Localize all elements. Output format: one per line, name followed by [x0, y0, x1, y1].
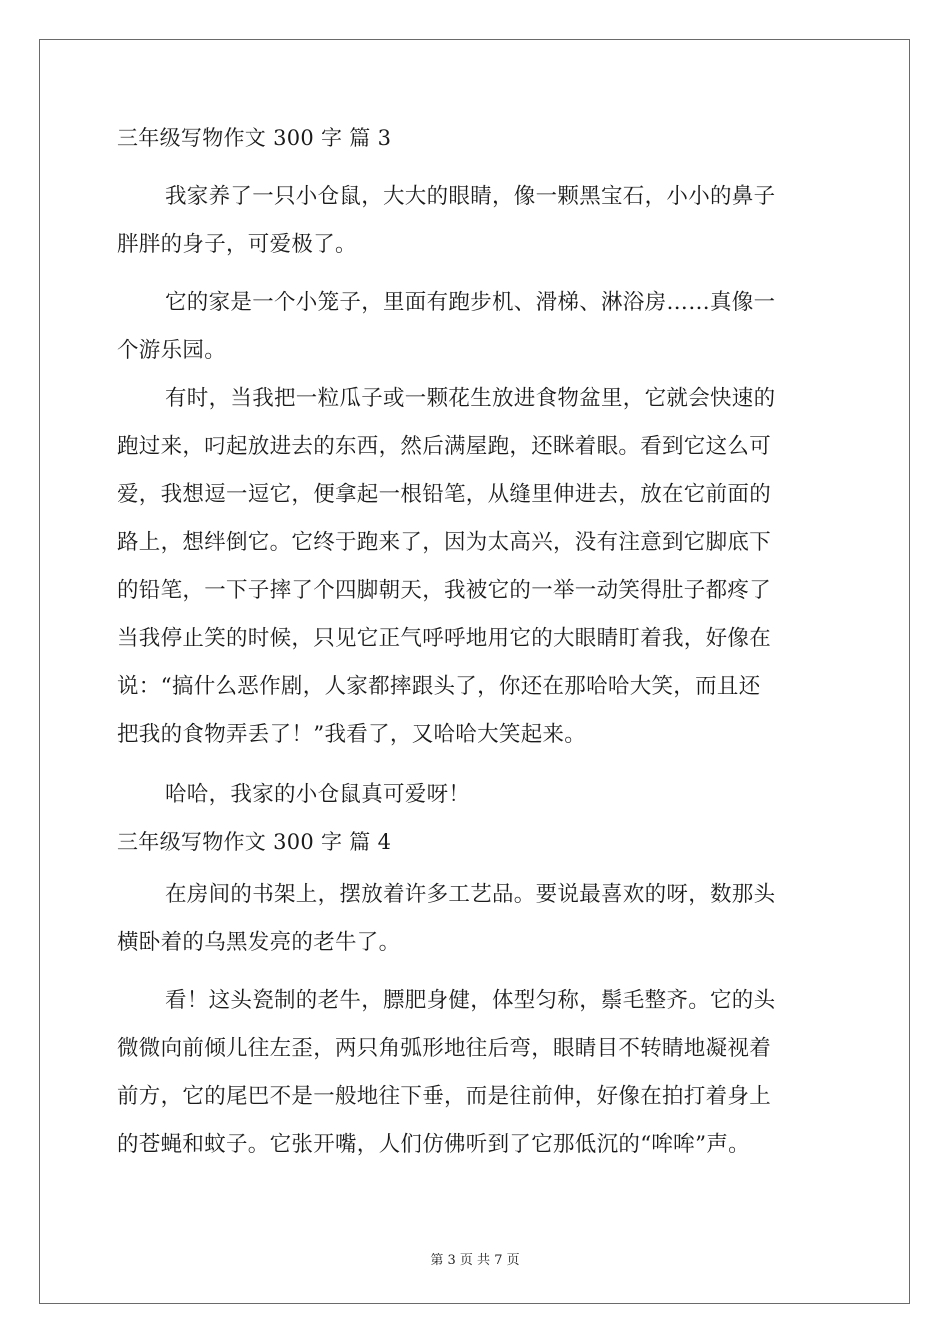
paragraph-line: 爱，我想逗一逗它，便拿起一根铅笔，从缝里伸进去，放在它前面的: [117, 482, 772, 507]
paragraph-line: 个游乐园。: [117, 338, 227, 363]
paragraph-line: 当我停止笑的时候，只见它正气呼呼地用它的大眼睛盯着我，好像在: [117, 626, 772, 651]
paragraph-line: 微微向前倾儿往左歪，两只角弧形地往后弯，眼睛目不转睛地凝视着: [117, 1036, 772, 1061]
paragraph-line: 把我的食物弄丢了！”我看了，又哈哈大笑起来。: [117, 722, 587, 747]
page-border: [39, 39, 910, 1304]
section-heading-4: 三年级写物作文 300 字 篇 4: [117, 830, 392, 854]
paragraph-line: 跑过来，叼起放进去的东西，然后满屋跑，还眯着眼。看到它这么可: [117, 434, 772, 459]
page-footer: 第 3 页 共 7 页: [430, 1253, 520, 1268]
paragraph-line: 的苍蝇和蚊子。它张开嘴，人们仿佛听到了它那低沉的“哞哞”声。: [117, 1132, 750, 1157]
paragraph-line: 有时，当我把一粒瓜子或一颗花生放进食物盆里，它就会快速的: [165, 386, 776, 411]
paragraph-line: 我家养了一只小仓鼠，大大的眼睛，像一颗黑宝石，小小的鼻子: [165, 184, 776, 209]
paragraph-line: 哈哈，我家的小仓鼠真可爱呀！: [165, 782, 471, 807]
section-heading-3: 三年级写物作文 300 字 篇 3: [117, 126, 392, 150]
paragraph-line: 它的家是一个小笼子，里面有跑步机、滑梯、淋浴房……真像一: [165, 290, 776, 315]
paragraph-line: 前方，它的尾巴不是一般地往下垂，而是往前伸，好像在拍打着身上: [117, 1084, 772, 1109]
paragraph-line: 的铅笔，一下子摔了个四脚朝天，我被它的一举一动笑得肚子都疼了: [117, 578, 772, 603]
paragraph-line: 说：“搞什么恶作剧，人家都摔跟头了，你还在那哈哈大笑，而且还: [117, 674, 761, 699]
paragraph-line: 横卧着的乌黑发亮的老牛了。: [117, 930, 401, 955]
paragraph-line: 在房间的书架上，摆放着许多工艺品。要说最喜欢的呀，数那头: [165, 882, 776, 907]
paragraph-line: 看！这头瓷制的老牛，膘肥身健，体型匀称，鬃毛整齐。它的头: [165, 988, 776, 1013]
paragraph-line: 胖胖的身子，可爱极了。: [117, 232, 357, 257]
paragraph-line: 路上，想绊倒它。它终于跑来了，因为太高兴，没有注意到它脚底下: [117, 530, 772, 555]
